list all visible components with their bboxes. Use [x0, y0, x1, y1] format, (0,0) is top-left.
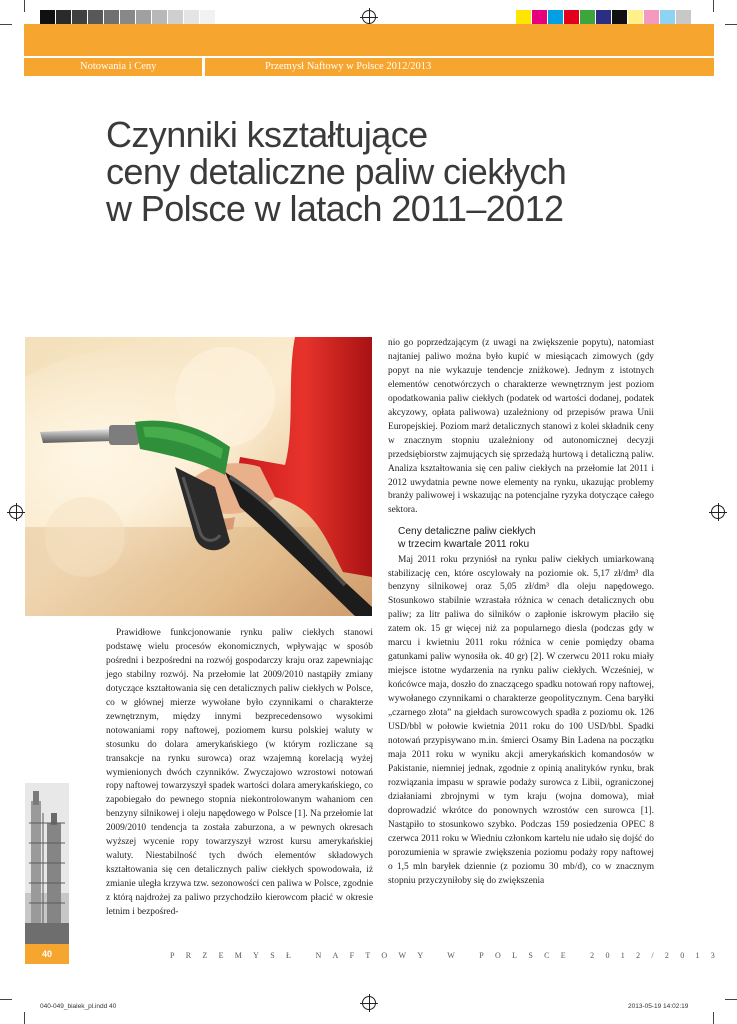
section-tab-label: Notowania i Ceny [80, 61, 157, 72]
slug-date: 2013-05-19 14:02:19 [628, 1003, 689, 1010]
right-text-column [388, 337, 654, 888]
running-footer: PRZEMYSŁ NAFTOWY W POLSCE 2012/2013 [170, 951, 727, 960]
registration-mark-top-icon [362, 10, 376, 24]
page-number: 40 [25, 944, 69, 964]
registration-mark-left-icon [9, 505, 23, 519]
body-paragraph: nio go poprzedzającym (z uwagi na zwiększenie popytu), natomiast najtaniej paliwo można było kupić w miesiącach zimowych (gdy popyt na nie wykazuje tendencje zniżkowe). Jednym z istotnych elementów cenotwórczych o charakterze wewnętrznym jest poziom opodatkowania paliw ciekłych (podatek od wartości dodanej, podatek akcyzowy, opłata paliwowa) uzależniony od przepisów prawa Unii Europejskiej. Poziom marż detalicznych stanowi z kolei składnik ceny w znacznym stopniu uzależniony od autonomicznej decyzji przedsiębiorstw zajmujących się sprzedażą hurtową i detaliczną paliw. Analiza kształtowania się cen paliw ciekłych na przełomie lat 2011 i 2012 uwydatnia pewne nowe elementy na rynku, ukazując problemy branży paliwowej i wskazując na potencjalne ryzyka dotyczące całego sektora. [388, 338, 654, 516]
fuel-nozzle-photo [25, 337, 372, 616]
article-title-line: w Polsce w latach 2011–2012 [106, 188, 564, 229]
body-paragraph: Maj 2011 roku przyniósł na rynku paliw ciekłych umiarkowaną stabilizację cen, które oscylowały na poziomie ok. 5,17 zł/dm³ dla benzyny silnikowej oraz 5,05 zł/dm³ dla oleju napędowego. Stosunkowo stabilnie wzrastała różnica w cenach detalicznych obu paliw; za litr paliwa do silników o zapłonie iskrowym płaciło się zatem ok. 15 gr więcej niż za popularnego diesla (podczas gdy w marcu i kwietniu 2011 roku różnica w cenie pomiędzy obama gatunkami paliw wynosiła ok. 40 gr) [2]. W czerwcu 2011 roku miały miejsce istotne wydarzenia na rynku paliw ciekłych. Wcześniej, w końcówce maja, doszło do znaczącego spadku notowań ropy naftowej, wywołanego czynnikami o charakterze geopolitycznym. Cena baryłki „czarnego złota” na giełdach surowcowych spadła z poziomu ok. 126 USD/bbl w połowie kwietnia 2011 roku do 100 USD/bbl. Spadki notowań przypisywano m.in. śmierci Osamy Bin Ladena na początku maja 2011 roku w wyniku akcji amerykańskich komandosów w Pakistanie, niemniej jednak, zgodnie z opinią analityków rynku, brak rozwiązania impasu w sprawie podaży surowca z Libii, ograniczonej działaniami zbrojnymi w tym kraju (wojna domowa), miał doprowadzić wkrótce do ponownych wzrostów cen surowca [1]. Nastąpiło to stosunkowo szybko. Podczas 159 posiedzenia OPEC 8 czerwca 2011 roku w Wiedniu członkom kartelu nie udało się dojść do porozumienia w sprawie zwiększenia poziomu podaży ropy naftowej o 1,5 mln baryłek dziennie (z poziomu 30 mb/d), co w znacznym stopniu przyczyniłoby się do zwiększenia [388, 554, 654, 886]
article-title-line: Czynniki kształtujące [106, 114, 428, 155]
subheading-line: Ceny detaliczne paliw ciekłych [398, 526, 536, 538]
crop-mark [725, 24, 737, 25]
crop-mark [713, 1012, 714, 1024]
body-paragraph: Prawidłowe funkcjonowanie rynku paliw ciekłych stanowi podstawę wielu procesów ekonomicznych, wpływając w sposób pośredni i bezpośredni na rozwój gospodarczy kraju oraz zapewniając jego stabilny rozwój. Na przełomie lat 2009/2010 nastąpiły zmiany dotyczące kształtowania się cen detalicznych paliw ciekłych w Polsce, co w głównej mierze wywołane było czynnikami o charakterze zewnętrznym, między innymi bezprecedensowo wysokimi notowaniami ropy naftowej, poziomem kursu polskiej waluty w stosunku do dolara amerykańskiego (w którym rozliczane są transakcje na rynku surowca) oraz wzajemną korelacją wyżej wymienionych dwóch czynników. Zwyczajowo wzrostowi notowań ropy naftowej towarzyszył spadek wartości dolara amerykańskiego, co zapobiegało do pewnego stopnia niekontrolowanym wahaniom cen benzyny silnikowej i oleju napędowego w Polsce [1]. Na przełomie lat 2009/2010 tendencja ta została zaburzona, a w pewnych okresach wyższej wycenie ropy towarzyszył wzrost kursu amerykańskiej waluty. Niestabilność tych dwóch elementów składowych kształtowania się cen detalicznych paliw ciekłych spowodowała, iż zmianie uległa krzywa tzw. sezonowości cen paliwa w Polsce, zgodnie z którą najdrożej za paliwo przychodziło kierowcom płacić w okresie letnim i bezpośred- [106, 628, 373, 918]
publication-tab-label: Przemysł Naftowy w Polsce 2012/2013 [265, 61, 432, 72]
crop-mark [713, 0, 714, 12]
crop-mark [725, 999, 737, 1000]
registration-mark-right-icon [711, 505, 725, 519]
left-text-column [106, 627, 373, 920]
crop-mark [24, 0, 25, 12]
crop-mark [0, 24, 12, 25]
crop-mark [24, 1012, 25, 1024]
crop-mark [0, 999, 12, 1000]
slug-file: 040-049_bialek_pl.indd 40 [40, 1003, 117, 1010]
refinery-photo [25, 783, 69, 944]
article-title-line: ceny detaliczne paliw ciekłych [106, 151, 567, 192]
registration-mark-bottom-icon [362, 996, 376, 1010]
article-title [106, 116, 666, 227]
section-subheading [398, 526, 654, 551]
subheading-line: w trzecim kwartale 2011 roku [398, 538, 530, 550]
